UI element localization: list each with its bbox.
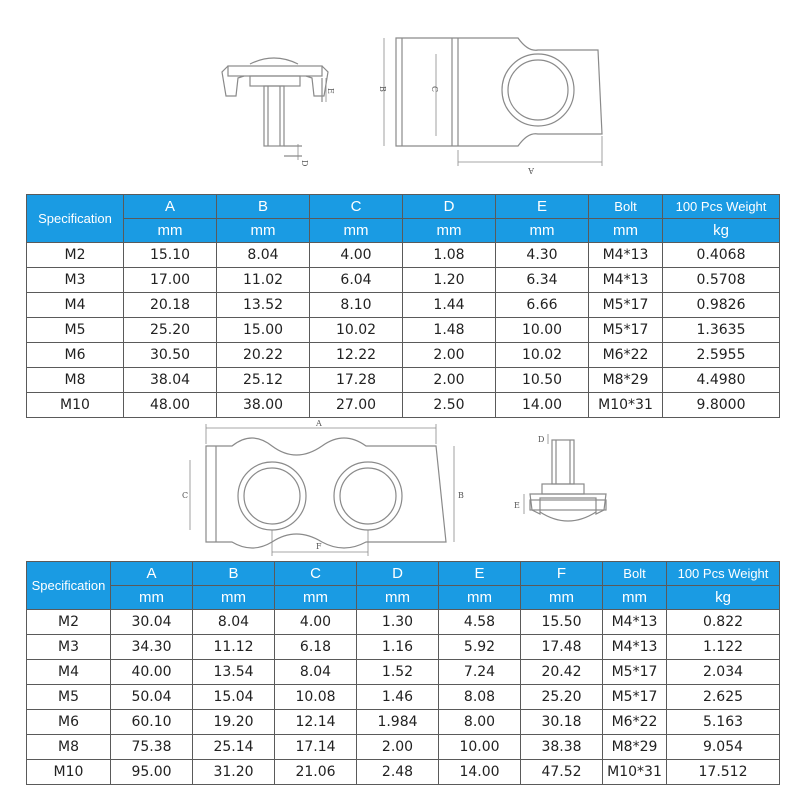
unit-e: mm bbox=[439, 586, 521, 610]
cell: 14.00 bbox=[496, 393, 589, 418]
unit-b: mm bbox=[217, 219, 310, 243]
col-header-d: D bbox=[403, 195, 496, 219]
cell: 38.00 bbox=[217, 393, 310, 418]
cell: 17.48 bbox=[521, 635, 603, 660]
cell: 10.00 bbox=[439, 735, 521, 760]
cell: 8.00 bbox=[439, 710, 521, 735]
col-header-weight: 100 Pcs Weight bbox=[663, 195, 780, 219]
cell: 30.18 bbox=[521, 710, 603, 735]
cell: 8.04 bbox=[193, 610, 275, 635]
cell: 2.50 bbox=[403, 393, 496, 418]
cell: 1.3635 bbox=[663, 318, 780, 343]
label-a: A bbox=[528, 166, 534, 175]
cell: 1.984 bbox=[357, 710, 439, 735]
cell: M2 bbox=[27, 610, 111, 635]
cell: 1.46 bbox=[357, 685, 439, 710]
cell: 2.00 bbox=[403, 368, 496, 393]
col-header-d: D bbox=[357, 562, 439, 586]
cell: 1.122 bbox=[667, 635, 780, 660]
cell: 10.02 bbox=[496, 343, 589, 368]
col-header-a: A bbox=[124, 195, 217, 219]
cell: 1.30 bbox=[357, 610, 439, 635]
cell: 50.04 bbox=[111, 685, 193, 710]
cell: M8*29 bbox=[603, 735, 667, 760]
cell: 17.28 bbox=[310, 368, 403, 393]
unit-e: mm bbox=[496, 219, 589, 243]
cell: M4 bbox=[27, 660, 111, 685]
cell: 27.00 bbox=[310, 393, 403, 418]
cell: 20.22 bbox=[217, 343, 310, 368]
cell: 5.92 bbox=[439, 635, 521, 660]
unit-d: mm bbox=[403, 219, 496, 243]
cell: 2.00 bbox=[403, 343, 496, 368]
table-row bbox=[27, 293, 780, 318]
table-row bbox=[27, 685, 780, 710]
unit-a: mm bbox=[124, 219, 217, 243]
col-header-c: C bbox=[275, 562, 357, 586]
label-e: E bbox=[514, 501, 520, 510]
cell: 17.00 bbox=[124, 268, 217, 293]
cell: M2 bbox=[27, 243, 124, 268]
label-c: C bbox=[430, 86, 439, 93]
unit-bolt: mm bbox=[589, 219, 663, 243]
unit-bolt: mm bbox=[603, 586, 667, 610]
table-row bbox=[27, 393, 780, 418]
table-row bbox=[27, 710, 780, 735]
table-row bbox=[27, 318, 780, 343]
cell: 1.08 bbox=[403, 243, 496, 268]
cell: 25.20 bbox=[124, 318, 217, 343]
label-b: B bbox=[458, 491, 464, 500]
cell: 0.9826 bbox=[663, 293, 780, 318]
cell: 2.00 bbox=[357, 735, 439, 760]
col-header-c: C bbox=[310, 195, 403, 219]
cell: 4.00 bbox=[310, 243, 403, 268]
cell: M4*13 bbox=[589, 243, 663, 268]
cell: 6.66 bbox=[496, 293, 589, 318]
unit-a: mm bbox=[111, 586, 193, 610]
cell: 8.04 bbox=[275, 660, 357, 685]
cell: M10 bbox=[27, 393, 124, 418]
cell: 17.14 bbox=[275, 735, 357, 760]
cell: M4*13 bbox=[603, 635, 667, 660]
cell: 8.10 bbox=[310, 293, 403, 318]
label-e: E bbox=[326, 88, 335, 94]
cell: 30.50 bbox=[124, 343, 217, 368]
cell: 95.00 bbox=[111, 760, 193, 785]
cell: M10*31 bbox=[603, 760, 667, 785]
cell: 31.20 bbox=[193, 760, 275, 785]
col-header-e: E bbox=[496, 195, 589, 219]
duplex-clip-top-view bbox=[182, 418, 482, 558]
unit-c: mm bbox=[310, 219, 403, 243]
cell: M5 bbox=[27, 685, 111, 710]
cell: M5 bbox=[27, 318, 124, 343]
cell: 10.02 bbox=[310, 318, 403, 343]
cell: M4 bbox=[27, 293, 124, 318]
cell: 1.48 bbox=[403, 318, 496, 343]
unit-d: mm bbox=[357, 586, 439, 610]
cell: 6.04 bbox=[310, 268, 403, 293]
table-row bbox=[27, 268, 780, 293]
cell: 4.30 bbox=[496, 243, 589, 268]
cell: 60.10 bbox=[111, 710, 193, 735]
col-header-e: E bbox=[439, 562, 521, 586]
cell: 9.054 bbox=[667, 735, 780, 760]
cell: 20.42 bbox=[521, 660, 603, 685]
cell: 15.04 bbox=[193, 685, 275, 710]
cell: 8.04 bbox=[217, 243, 310, 268]
cell: 75.38 bbox=[111, 735, 193, 760]
label-d: D bbox=[300, 160, 309, 167]
cell: 1.16 bbox=[357, 635, 439, 660]
cell: M8*29 bbox=[589, 368, 663, 393]
cell: 38.38 bbox=[521, 735, 603, 760]
cell: M5*17 bbox=[589, 318, 663, 343]
single-clip-side-view bbox=[222, 52, 342, 172]
table2-body bbox=[27, 610, 780, 785]
cell: 2.034 bbox=[667, 660, 780, 685]
cell: 34.30 bbox=[111, 635, 193, 660]
cell: 47.52 bbox=[521, 760, 603, 785]
cell: 15.00 bbox=[217, 318, 310, 343]
table-row bbox=[27, 343, 780, 368]
cell: 25.14 bbox=[193, 735, 275, 760]
cell: M6*22 bbox=[603, 710, 667, 735]
cell: 6.18 bbox=[275, 635, 357, 660]
cell: 6.34 bbox=[496, 268, 589, 293]
table-row bbox=[27, 243, 780, 268]
cell: 25.12 bbox=[217, 368, 310, 393]
table-row bbox=[27, 610, 780, 635]
cell: M8 bbox=[27, 368, 124, 393]
table-row bbox=[27, 660, 780, 685]
spec-header: Specification bbox=[27, 562, 111, 610]
cell: 11.12 bbox=[193, 635, 275, 660]
unit-f: mm bbox=[521, 586, 603, 610]
cell: M3 bbox=[27, 268, 124, 293]
col-header-bolt: Bolt bbox=[603, 562, 667, 586]
cell: 11.02 bbox=[217, 268, 310, 293]
cell: 2.5955 bbox=[663, 343, 780, 368]
unit-weight: kg bbox=[667, 586, 780, 610]
cell: M4*13 bbox=[603, 610, 667, 635]
cell: 10.00 bbox=[496, 318, 589, 343]
cell: 30.04 bbox=[111, 610, 193, 635]
cell: 19.20 bbox=[193, 710, 275, 735]
cell: 0.822 bbox=[667, 610, 780, 635]
cell: 1.52 bbox=[357, 660, 439, 685]
cell: M10 bbox=[27, 760, 111, 785]
cell: M8 bbox=[27, 735, 111, 760]
cell: 1.20 bbox=[403, 268, 496, 293]
cell: 0.4068 bbox=[663, 243, 780, 268]
cell: 10.50 bbox=[496, 368, 589, 393]
single-clip-spec-table bbox=[26, 194, 780, 418]
table-row bbox=[27, 760, 780, 785]
cell: 12.22 bbox=[310, 343, 403, 368]
cell: 15.10 bbox=[124, 243, 217, 268]
cell: M6*22 bbox=[589, 343, 663, 368]
label-b: B bbox=[378, 86, 387, 92]
spec-header: Specification bbox=[27, 195, 124, 243]
cell: 1.44 bbox=[403, 293, 496, 318]
cell: 5.163 bbox=[667, 710, 780, 735]
cell: 25.20 bbox=[521, 685, 603, 710]
cell: 2.625 bbox=[667, 685, 780, 710]
col-header-bolt: Bolt bbox=[589, 195, 663, 219]
table-row bbox=[27, 635, 780, 660]
cell: 4.4980 bbox=[663, 368, 780, 393]
duplex-clip-spec-table bbox=[26, 561, 780, 785]
cell: 13.52 bbox=[217, 293, 310, 318]
table-row bbox=[27, 735, 780, 760]
cell: 13.54 bbox=[193, 660, 275, 685]
cell: 15.50 bbox=[521, 610, 603, 635]
cell: 9.8000 bbox=[663, 393, 780, 418]
table1-body bbox=[27, 243, 780, 418]
col-header-a: A bbox=[111, 562, 193, 586]
cell: 14.00 bbox=[439, 760, 521, 785]
table-row bbox=[27, 368, 780, 393]
cell: 17.512 bbox=[667, 760, 780, 785]
unit-c: mm bbox=[275, 586, 357, 610]
label-a: A bbox=[316, 419, 322, 428]
cell: 8.08 bbox=[439, 685, 521, 710]
cell: M3 bbox=[27, 635, 111, 660]
cell: 21.06 bbox=[275, 760, 357, 785]
label-c: C bbox=[182, 491, 189, 500]
cell: 20.18 bbox=[124, 293, 217, 318]
cell: 7.24 bbox=[439, 660, 521, 685]
label-d: D bbox=[538, 435, 545, 444]
single-clip-top-view bbox=[378, 32, 628, 182]
cell: 10.08 bbox=[275, 685, 357, 710]
duplex-clip-side-view bbox=[512, 430, 622, 530]
cell: M4*13 bbox=[589, 268, 663, 293]
cell: M5*17 bbox=[603, 660, 667, 685]
cell: 38.04 bbox=[124, 368, 217, 393]
cell: 12.14 bbox=[275, 710, 357, 735]
cell: M5*17 bbox=[603, 685, 667, 710]
col-header-f: F bbox=[521, 562, 603, 586]
col-header-b: B bbox=[217, 195, 310, 219]
cell: 4.00 bbox=[275, 610, 357, 635]
cell: M10*31 bbox=[589, 393, 663, 418]
cell: 40.00 bbox=[111, 660, 193, 685]
unit-b: mm bbox=[193, 586, 275, 610]
cell: M5*17 bbox=[589, 293, 663, 318]
cell: M6 bbox=[27, 710, 111, 735]
cell: 4.58 bbox=[439, 610, 521, 635]
col-header-b: B bbox=[193, 562, 275, 586]
cell: M6 bbox=[27, 343, 124, 368]
cell: 2.48 bbox=[357, 760, 439, 785]
cell: 48.00 bbox=[124, 393, 217, 418]
unit-weight: kg bbox=[663, 219, 780, 243]
col-header-weight: 100 Pcs Weight bbox=[667, 562, 780, 586]
cell: 0.5708 bbox=[663, 268, 780, 293]
label-f: F bbox=[316, 542, 322, 551]
